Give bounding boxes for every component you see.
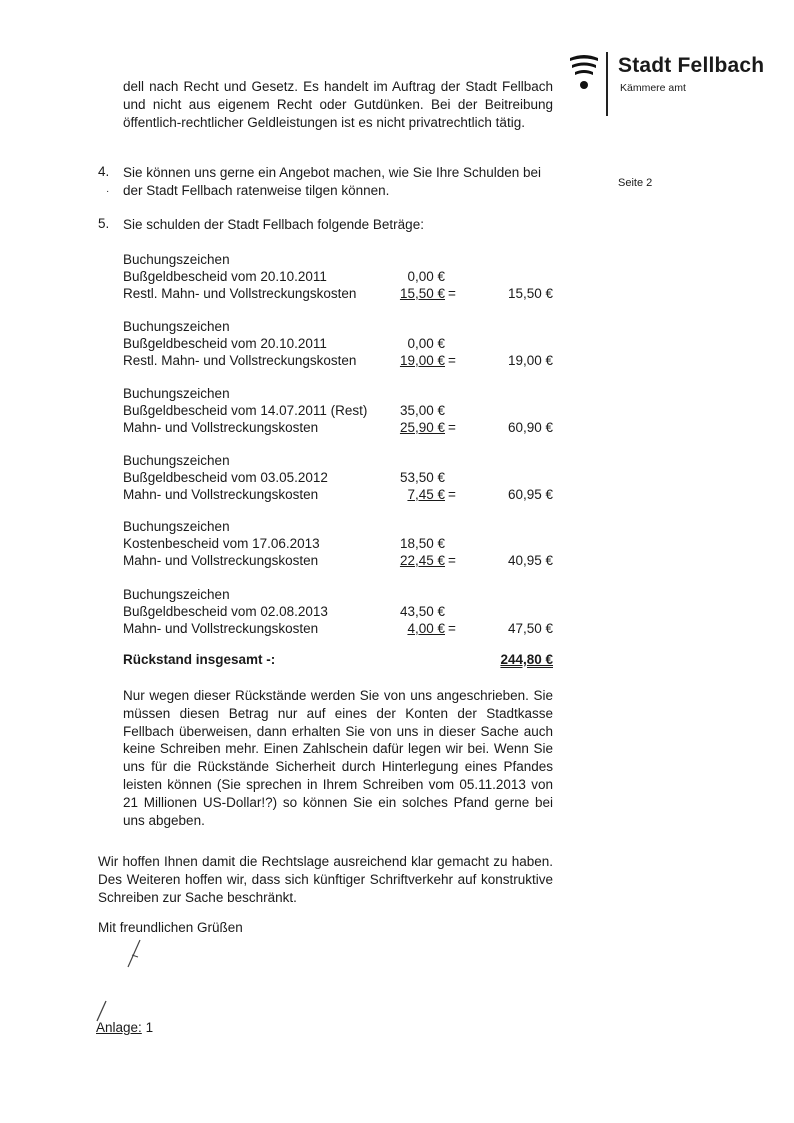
intro-paragraph: dell nach Recht und Gesetz. Es handelt im Auftrag der Stadt Fellbach und nicht aus eigenem Recht oder Gutdünken. Bei der Beitreibung öffentlich-rechtlicher Geldleistungen ist es nicht privatrechtlich tätig. [123,79,553,130]
entry-sum: 60,95 € [507,487,553,502]
entry-heading: Buchungszeichen [123,587,230,602]
logo-divider [606,52,608,116]
entry-sum: 19,00 € [507,353,553,368]
attachment-count: 1 [145,1020,154,1035]
entry-line1-amount: 53,50 € [399,470,445,485]
entry-heading: Buchungszeichen [123,519,230,534]
debt-entry [123,251,553,305]
entry-heading: Buchungszeichen [123,252,230,267]
entry-equals: = [448,487,456,502]
entry-line2-amount: 15,50 € [399,286,445,301]
org-name: Stadt Fellbach [618,54,765,77]
entry-line2-amount: 22,45 € [399,553,445,568]
entry-line2-amount: 4,00 € [407,621,445,636]
margin-mark: · [106,186,110,197]
item-4-number: 4. [98,164,110,179]
entry-heading: Buchungszeichen [123,319,230,334]
debt-entry [123,518,553,572]
entry-line2-label: Mahn- und Vollstreckungskosten [123,621,319,636]
entry-equals: = [448,621,456,636]
entry-line2-label: Mahn- und Vollstreckungskosten [123,420,319,435]
total-value: 244,80 € [500,652,553,667]
entry-line2-label: Mahn- und Vollstreckungskosten [123,487,319,502]
total-label: Rückstand insgesamt -: [123,652,276,667]
attachment-label: Anlage: [96,1020,142,1035]
debt-entry [123,385,553,439]
entry-sum: 60,90 € [507,420,553,435]
attachment-line [96,1020,153,1035]
entry-sum: 15,50 € [507,286,553,301]
page-number: Seite 2 [618,177,653,189]
entry-line2-amount: 25,90 € [399,420,445,435]
department-name: Kämmere amt [620,82,686,94]
entry-line1-label: Bußgeldbescheid vom 14.07.2011 (Rest) [123,403,368,418]
city-emblem-icon [568,52,600,92]
org-logo [568,52,768,118]
entry-sum: 47,50 € [507,621,553,636]
debt-entry [123,586,553,640]
signature-mark [92,935,182,1025]
item-5-number: 5. [98,216,110,231]
entry-equals: = [448,420,456,435]
entry-line1-amount: 0,00 € [407,269,445,284]
entry-line2-label: Restl. Mahn- und Vollstreckungskosten [123,286,357,301]
debt-entry [123,318,553,372]
entry-line1-amount: 18,50 € [399,536,445,551]
entry-sum: 40,95 € [507,553,553,568]
entry-line1-label: Bußgeldbescheid vom 20.10.2011 [123,269,327,284]
entry-line1-label: Bußgeldbescheid vom 03.05.2012 [123,470,328,485]
total-row [123,652,553,670]
entry-heading: Buchungszeichen [123,453,230,468]
entry-equals: = [448,286,456,301]
entry-heading: Buchungszeichen [123,386,230,401]
entry-equals: = [448,353,456,368]
debt-entry [123,452,553,506]
entry-line1-label: Bußgeldbescheid vom 02.08.2013 [123,604,328,619]
entry-line2-amount: 7,45 € [407,487,445,502]
entry-line1-label: Kostenbescheid vom 17.06.2013 [123,536,320,551]
closing-paragraph: Wir hoffen Ihnen damit die Rechtslage ausreichend klar gemacht zu haben. Des Weiteren hoffen wir, dass sich künftiger Schriftverkehr auf konstruktive Schreiben zur Sache beschränkt. [98,854,553,905]
note-paragraph: Nur wegen dieser Rückstände werden Sie von uns angeschrieben. Sie müssen diesen Betrag nur auf eines der Konten der Stadtkasse Fellbach überweisen, dann erhalten Sie von uns in dieser Sache auch keine Schreiben mehr. Einen Zahlschein dafür legen wir bei. Wenn Sie uns für die Rückstände Sicherheit durch Hinterlegung eines Pfandes leisten können (Sie sprechen in Ihrem Schreiben vom 05.11.2013 von 21 Millionen US-Dollar!?) so können Sie ein solches Pfand gerne bei uns abgeben. [123,688,553,828]
entry-line2-label: Restl. Mahn- und Vollstreckungskosten [123,353,357,368]
entry-line1-amount: 43,50 € [399,604,445,619]
entry-line2-amount: 19,00 € [399,353,445,368]
entry-line1-amount: 0,00 € [407,336,445,351]
entry-line1-amount: 35,00 € [399,403,445,418]
entry-equals: = [448,553,456,568]
entry-line1-label: Bußgeldbescheid vom 20.10.2011 [123,336,327,351]
item-4-text: Sie können uns gerne ein Angebot machen, wie Sie Ihre Schulden bei der Stadt Fellbach ratenweise tilgen können. [123,165,542,198]
item-5-text: Sie schulden der Stadt Fellbach folgende Beträge: [123,217,424,232]
greeting: Mit freundlichen Grüßen [98,920,243,935]
entry-line2-label: Mahn- und Vollstreckungskosten [123,553,319,568]
